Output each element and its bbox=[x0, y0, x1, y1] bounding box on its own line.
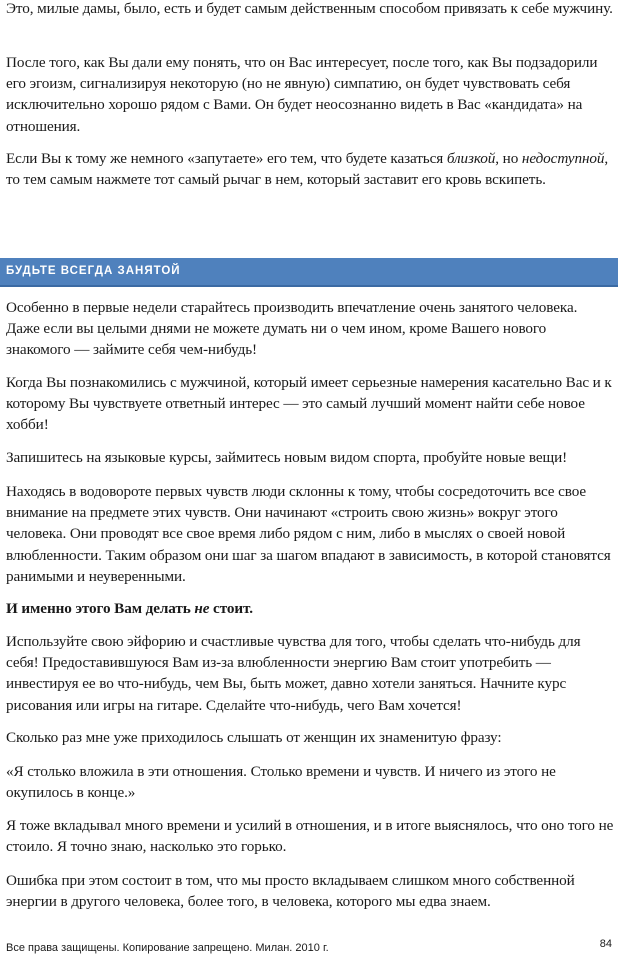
intro-emphasis-unreachable: недоступной bbox=[521, 150, 605, 167]
body-paragraph-10: Ошибка при этом состоит в том, что мы просто вкладываем слишком много собственной энергии в другого человека, более того, в человека, которого мы едва знаем. bbox=[6, 872, 575, 911]
body-paragraph-1: Особенно в первые недели старайтесь производить впечатление очень занятого человека. Даже если вы целыми днями не можете думать ни о чем ином, кроме Вашего нового знакомого — займите себя чем-нибудь! bbox=[6, 299, 578, 359]
intro-paragraph-3-text-c: , то тем самым нажмете тот самый рычаг в нем, который заставит его кровь вскипеть. bbox=[6, 150, 609, 189]
body-emphasis-not: не bbox=[194, 600, 210, 617]
body-paragraph-3: Запишитесь на языковые курсы, займитесь новым видом спорта, пробуйте новые вещи! bbox=[6, 449, 568, 466]
body-paragraph-6: Используйте свою эйфорию и счастливые чувства для того, чтобы сделать что-нибудь для себя! Предоставившуюся Вам из-за влюбленности энергию Вам стоит употребить — инвестируя ее во что-нибудь, чем Вы, быть может, давно хотели заняться. Начните курс рисования или игры на гитаре. Сделайте что-нибудь, чего Вам хочется! bbox=[6, 633, 581, 714]
body-paragraph-5-text-b: стоит. bbox=[209, 600, 253, 617]
intro-paragraph-3-text-a: Если Вы к тому же немного «запутаете» его тем, что будете казаться bbox=[6, 150, 447, 167]
intro-emphasis-close: близкой bbox=[446, 150, 496, 167]
body-paragraph-5-bold bbox=[6, 598, 614, 619]
intro-paragraph-3-text-b: , но bbox=[495, 150, 522, 167]
body-paragraph-5-text-a: И именно этого Вам делать bbox=[6, 600, 195, 617]
footer-copyright: Все права защищены. Копирование запрещено. Милан. 2010 г. bbox=[6, 942, 329, 954]
body-paragraph-8-quote: «Я столько вложила в эти отношения. Столько времени и чувств. И ничего из этого не окупилось в конце.» bbox=[6, 763, 556, 802]
page-number: 84 bbox=[599, 938, 612, 950]
body-paragraph-7: Сколько раз мне уже приходилось слышать от женщин их знаменитую фразу: bbox=[6, 729, 502, 746]
body-paragraph-4: Находясь в водовороте первых чувств люди склонны к тому, чтобы сосредоточить все свое внимание на предмете этих чувств. Они начинают «строить свою жизнь» вокруг этого человека. Они проводят все свое время либо рядом с ним, либо в мыслях о своей новой влюбленности. Таким образом они шаг за шагом впадают в зависимость, в которой становятся ранимыми и неуверенными. bbox=[6, 483, 611, 585]
intro-paragraph-3 bbox=[6, 148, 614, 190]
section-heading-bar bbox=[0, 258, 618, 287]
intro-paragraph-2: После того, как Вы дали ему понять, что он Вас интересует, после того, как Вы подзадорили его эгоизм, сигнализируя некоторую (но не явную) симпатию, он будет чувствовать себя исключительно хорошо рядом с Вами. Он будет неосознанно видеть в Вас «кандидата» на отношения. bbox=[6, 54, 598, 135]
section-heading-title: БУДЬТЕ ВСЕГДА ЗАНЯТОЙ bbox=[6, 265, 181, 277]
body-paragraph-2: Когда Вы познакомились с мужчиной, который имеет серьезные намерения касательно Вас и к которому Вы чувствуете ответный интерес — это самый лучший момент найти себе новое хобби! bbox=[6, 374, 612, 434]
body-paragraph-9: Я тоже вкладывал много времени и усилий в отношения, и в итоге выяснялось, что оно того не стоило. Я точно знаю, насколько это горько. bbox=[6, 817, 614, 856]
intro-paragraph-1: Это, милые дамы, было, есть и будет самым действенным способом привязать к себе мужчину. bbox=[6, 0, 613, 17]
